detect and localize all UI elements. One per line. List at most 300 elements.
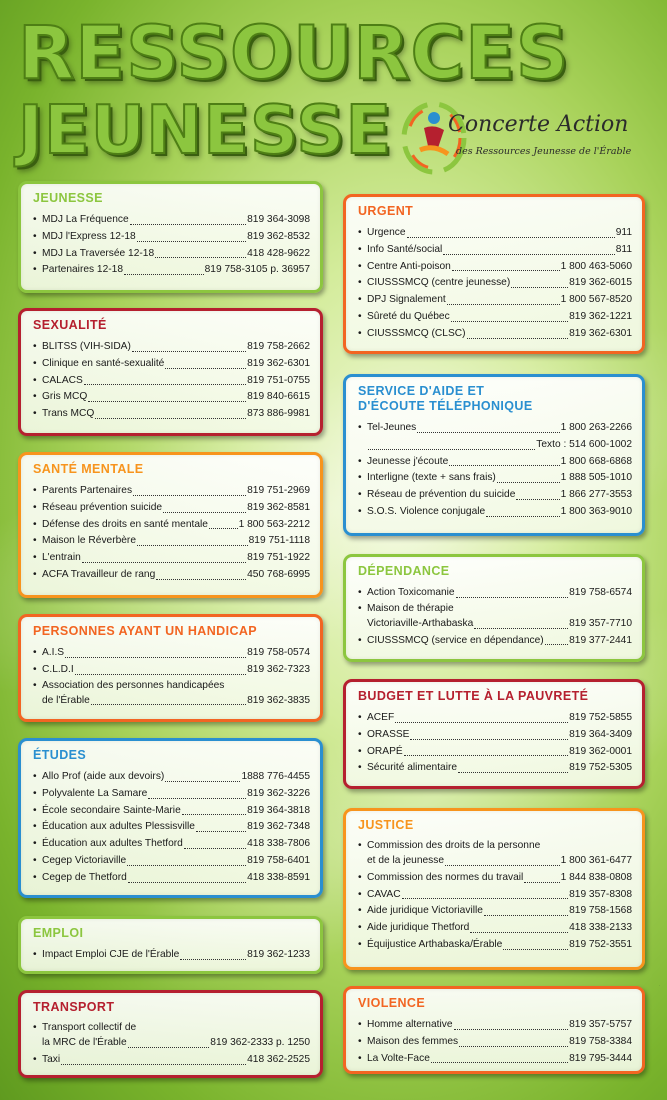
resource-name: Gris MCQ [42,391,88,403]
resource-phone: 819 362-1221 [569,310,632,322]
bullet: • [33,247,37,259]
resource-row [33,567,310,584]
bullet: • [33,535,37,547]
resource-phone: 418 338-2133 [569,922,632,934]
dot-leader [503,949,568,950]
section-title-line1: SERVICE D'AIDE ET [358,384,485,398]
transport-card [18,990,323,1078]
resource-name: ORASSE [367,728,410,740]
resource-name: Interligne (texte + sans frais) [367,472,496,484]
dot-leader [470,932,568,933]
resource-row [33,1035,310,1052]
resource-phone: 819 362-3835 [247,694,310,706]
dot-leader [156,579,246,580]
resource-name: ACFA Travailleur de rang [42,568,156,580]
resource-phone: 819 758-6574 [569,587,632,598]
resource-row [33,786,310,803]
dependance-card [343,554,645,662]
dot-leader [445,865,560,866]
resource-row [358,1017,632,1034]
dot-leader [127,865,246,866]
dot-leader [196,831,246,832]
dot-leader [128,882,246,883]
resource-name: Sécurité alimentaire [367,762,458,774]
dot-leader [163,512,246,513]
resource-row [33,246,310,263]
section-title: VIOLENCE [358,996,426,1010]
resource-phone: 819 751-1118 [248,535,310,547]
resource-phone: 819 795-3444 [569,1052,632,1064]
dot-leader [133,495,246,496]
resource-phone: 819 362-3226 [247,787,310,799]
resource-row [33,533,310,550]
resource-row [358,585,632,602]
resource-phone: 819 362-7323 [247,663,310,675]
page-title-line1: RESSOURCES [18,11,570,96]
resource-row [358,420,632,437]
resource-row [358,309,632,326]
dot-leader [209,528,238,529]
resource-name-line2: la MRC de l'Érable [42,1037,127,1048]
resource-name: Aide juridique Victoriaville [367,905,483,917]
dot-leader [484,915,568,916]
bullet: • [33,663,37,675]
resource-phone: 418 338-8591 [247,871,310,883]
bullet: • [358,938,362,950]
resource-phone: 819 751-0755 [247,374,310,386]
bullet: • [358,505,362,517]
dot-leader [516,499,559,500]
resource-phone: 819 357-7710 [569,617,632,629]
bullet: • [358,472,362,484]
resource-phone: 819 758-3384 [569,1035,632,1047]
bullet: • [33,485,37,496]
resource-phone: 1888 776-4455 [241,771,310,782]
bullet: • [358,922,362,934]
dot-leader [184,848,246,849]
logo-figures-icon [398,98,660,178]
dot-leader [88,401,246,402]
resource-phone: 418 362-2525 [247,1053,310,1065]
section-title: PERSONNES AYANT UN HANDICAP [33,624,258,638]
dot-leader [82,562,246,563]
resource-name: CALACS [42,374,83,386]
dot-leader [182,814,246,815]
justice-card [343,808,645,970]
etudes-card [18,738,323,898]
dot-leader [456,597,569,598]
bullet: • [358,745,362,757]
section-title-line2: D'ÉCOUTE TÉLÉPHONIQUE [358,399,533,413]
logo-text-sub: des Ressources Jeunesse de l'Érable [456,146,632,157]
resource-name: Taxi [42,1053,61,1065]
concerte-action-logo [398,98,660,178]
bullet: • [358,888,362,900]
resource-row [358,487,632,504]
bullet: • [358,310,362,322]
resource-phone: 1 844 838-0808 [560,871,632,883]
section-title: SEXUALITÉ [33,318,107,332]
bullet: • [33,408,37,420]
section-title: EMPLOI [33,926,84,940]
resource-name-line1 [358,602,632,616]
resource-name: Maison des femmes [367,1035,459,1047]
dot-leader [431,1062,568,1063]
resource-row [358,903,632,920]
resource-row [358,727,632,744]
resource-phone: 819 357-8308 [569,888,632,900]
resource-phone: 819 357-5757 [569,1019,632,1030]
resource-phone: 819 758-3105 p. 36957 [204,264,310,276]
dot-leader [511,287,568,288]
bullet: • [33,949,37,960]
resource-row [358,616,632,633]
resource-name: ACEF [367,712,395,723]
resource-name: Association des personnes handicapées [42,679,225,691]
bullet: • [33,679,37,691]
resource-row [33,947,310,964]
resource-phone: 1 866 277-3553 [560,489,632,501]
dot-leader [128,1047,210,1048]
resource-phone: 418 428-9622 [247,247,310,259]
resource-row [33,356,310,373]
resource-name: Impact Emploi CJE de l'Érable [42,949,180,960]
urgent-card [343,194,645,354]
resource-row [358,1051,632,1068]
bullet: • [358,1035,362,1047]
resource-phone: 819 362-6301 [569,327,632,339]
resource-phone: 819 752-5855 [569,712,632,723]
bullet: • [358,294,362,306]
ecoute-card [343,374,645,536]
resource-name: Allo Prof (aide aux devoirs) [42,771,165,782]
resource-phone: 819 758-6401 [247,854,310,866]
sexualite-card [18,308,323,436]
dot-leader [84,384,246,385]
budget-card [343,679,645,789]
resource-name: Parents Partenaires [42,485,133,496]
section-title: SANTÉ MENTALE [33,462,144,476]
resource-name: Réseau de prévention du suicide [367,489,516,501]
resource-phone: 819 362-1233 [247,949,310,960]
bullet: • [33,821,37,833]
bullet: • [33,391,37,403]
resource-phone: 1 800 263-2266 [560,422,632,433]
resource-name: Équijustice Arthabaska/Érable [367,938,503,950]
resource-name: La Volte-Face [367,1052,430,1064]
resource-name: Tel-Jeunes [367,422,417,433]
section-title: DÉPENDANCE [358,564,450,578]
resource-row [33,517,310,534]
resource-phone: 819 362-8532 [247,230,310,242]
resource-phone: 819 377-2441 [569,634,632,646]
dot-leader [524,882,559,883]
dot-leader [452,270,560,271]
bullet: • [33,552,37,564]
resource-name: Cegep Victoriaville [42,854,127,866]
resource-name: Polyvalente La Samare [42,787,148,799]
resource-row [33,500,310,517]
bullet: • [358,227,362,238]
dot-leader [404,755,568,756]
dot-leader [454,1029,569,1030]
resource-phone: 819 362-8581 [247,501,310,513]
resource-phone: 819 752-3551 [569,938,632,950]
bullet: • [33,501,37,513]
dot-leader [91,704,246,705]
resource-name: Éducation aux adultes Thetford [42,838,183,850]
resource-row [33,1052,310,1069]
resource-name: Transport collectif de [42,1022,137,1033]
resource-row [33,803,310,820]
section-title [358,384,632,414]
resource-row [33,662,310,679]
resource-phone: 1 800 563-2212 [238,518,310,530]
resource-name: Cegep de Thetford [42,871,127,883]
resource-name: BLITSS (VIH-SIDA) [42,341,131,352]
resource-name: MDJ La Fréquence [42,214,129,225]
resource-name: Jeunesse j'écoute [367,455,449,467]
resource-name: Centre Anti-poison [367,260,451,272]
resource-phone: 819 758-2662 [247,341,310,352]
dot-leader [368,449,535,450]
resource-name: DPJ Signalement [367,294,446,306]
bullet: • [358,1052,362,1064]
bullet: • [33,838,37,850]
resource-name: Réseau prévention suicide [42,501,163,513]
bullet: • [33,568,37,580]
resource-name: Défense des droits en santé mentale [42,518,208,530]
resource-phone: 819 751-2969 [247,485,310,496]
resource-row [358,937,632,954]
bullet: • [33,214,37,225]
resource-phone: 819 362-6301 [247,357,310,369]
bullet: • [358,712,362,723]
resource-name: Clinique en santé-sexualité [42,357,165,369]
resource-phone: 1 800 567-8520 [560,294,632,306]
resource-row [358,853,632,870]
resource-phone: 819 840-6615 [247,391,310,403]
bullet: • [33,647,37,658]
bullet: • [33,771,37,782]
dot-leader [75,674,246,675]
resource-row [33,212,310,229]
resource-row [358,225,632,242]
resource-phone: 819 751-1922 [247,552,310,564]
sante-mentale-card [18,452,323,598]
violence-card [343,986,645,1074]
resource-phone: 873 886-9981 [247,408,310,420]
dot-leader [61,1064,246,1065]
bullet: • [358,1019,362,1030]
resource-name-line2: et de la jeunesse [367,855,445,866]
dot-leader [155,257,246,258]
dot-leader [467,338,569,339]
section-title: BUDGET ET LUTTE À LA PAUVRETÉ [358,689,589,703]
resource-name: Sûreté du Québec [367,310,450,322]
dot-leader [137,241,246,242]
bullet: • [33,871,37,883]
dot-leader [459,1046,568,1047]
bullet: • [358,587,362,598]
resource-name: MDJ La Traversée 12-18 [42,247,155,259]
resource-name: CIUSSSMCQ (service en dépendance) [367,634,544,646]
resource-name: MDJ l'Express 12-18 [42,230,136,242]
dot-leader [65,657,246,658]
resource-row [358,887,632,904]
resource-name: S.O.S. Violence conjugale [367,505,486,517]
resource-row [358,275,632,292]
resource-phone: 819 758-0574 [247,647,310,658]
resource-name: Éducation aux adultes Plessisville [42,821,195,833]
resource-name: Info Santé/social [367,243,443,255]
bullet: • [358,327,362,339]
resource-name: ORAPÉ [367,745,403,757]
bullet: • [33,374,37,386]
page-title-line2: JEUNESSE [18,91,393,169]
bullet: • [358,840,362,851]
bullet: • [33,1022,37,1033]
dot-leader [130,224,246,225]
bullet: • [358,260,362,272]
resource-row [358,292,632,309]
dot-leader [402,898,569,899]
bullet: • [33,804,37,816]
dot-leader [148,798,246,799]
resource-name: Commission des normes du travail [367,871,524,883]
resource-phone: 819 758-1568 [569,905,632,917]
resource-row [33,836,310,853]
section-title: TRANSPORT [33,1000,115,1014]
bullet: • [358,728,362,740]
resource-phone: 1 800 363-9010 [560,505,632,517]
dot-leader [545,644,568,645]
resource-phone: 1 800 463-5060 [560,260,632,272]
resource-name: CIUSSSMCQ (centre jeunesse) [367,277,511,289]
resource-name: Maison le Réverbère [42,535,136,547]
resource-row [358,504,632,521]
dot-leader [165,368,246,369]
resource-name: École secondaire Sainte-Marie [42,804,181,816]
bullet: • [33,518,37,530]
dot-leader [137,545,248,546]
bullet: • [358,905,362,917]
resource-name-line1 [358,839,632,853]
designer-credit: · [657,985,663,987]
resource-row [33,853,310,870]
dot-leader [474,628,568,629]
resource-row [33,769,310,786]
bullet: • [358,455,362,467]
section-title: URGENT [358,204,414,218]
resource-name: Aide juridique Thetford [367,922,470,934]
bullet: • [358,489,362,501]
resource-phone: 1 800 361-6477 [560,855,632,866]
resource-row [33,262,310,279]
jeunesse-card [18,181,323,293]
resource-name: CIUSSSMCQ (CLSC) [367,327,466,339]
dot-leader [449,465,559,466]
resource-row [33,339,310,356]
resource-row [358,920,632,937]
bullet: • [358,602,362,614]
resource-row [358,633,632,650]
resource-row [358,259,632,276]
resource-name: Trans MCQ [42,408,95,420]
resource-name: Action Toxicomanie [367,587,455,598]
resource-phone: 450 768-6995 [247,568,310,580]
dot-leader [395,722,568,723]
resource-name-line2: de l'Érable [42,694,90,706]
resource-row [358,710,632,727]
dot-leader [124,274,204,275]
bullet: • [358,422,362,433]
resource-row [33,870,310,887]
resource-phone: 819 362-7348 [247,821,310,833]
resource-row [33,483,310,500]
resource-name-line1 [33,679,310,693]
resource-row [358,870,632,887]
resource-name: Urgence [367,227,406,238]
resource-row [358,454,632,471]
resource-name: Maison de thérapie [367,602,454,614]
dot-leader [132,351,246,352]
resource-row [33,406,310,423]
resource-phone: 819 364-3098 [247,214,310,225]
dot-leader [443,254,614,255]
dot-leader [458,772,568,773]
resource-name: L'entrain [42,552,81,564]
bullet: • [33,264,37,276]
bullet: • [33,854,37,866]
resource-row [358,760,632,777]
resource-row [358,1034,632,1051]
resource-row [33,550,310,567]
bullet: • [358,277,362,289]
dot-leader [417,432,559,433]
dot-leader [95,418,246,419]
dot-leader [165,781,240,782]
dot-leader [410,739,568,740]
resource-row [358,437,632,454]
resource-row [358,242,632,259]
bullet: • [358,762,362,774]
resource-phone: 819 364-3818 [247,804,310,816]
bullet: • [33,341,37,352]
resource-name-line1 [33,1021,310,1035]
dot-leader [451,321,568,322]
emploi-card [18,916,323,974]
resource-row [33,373,310,390]
resource-name: Homme alternative [367,1019,453,1030]
resource-phone: 819 362-6015 [569,277,632,289]
section-title: ÉTUDES [33,748,87,762]
resource-phone: 1 800 668-6868 [560,455,632,467]
dot-leader [447,304,560,305]
resource-phone: 811 [615,243,632,255]
section-title: JUSTICE [358,818,414,832]
resource-row [358,470,632,487]
resource-row [358,744,632,761]
resource-phone: Texto : 514 600-1002 [536,438,632,450]
resource-name: A.I.S [42,647,65,658]
logo-text-main: Concerte Action [448,112,629,137]
bullet: • [33,1053,37,1065]
bullet: • [358,243,362,255]
resource-phone: 418 338-7806 [247,838,310,850]
handicap-card [18,614,323,722]
resource-phone: 819 364-3409 [569,728,632,740]
